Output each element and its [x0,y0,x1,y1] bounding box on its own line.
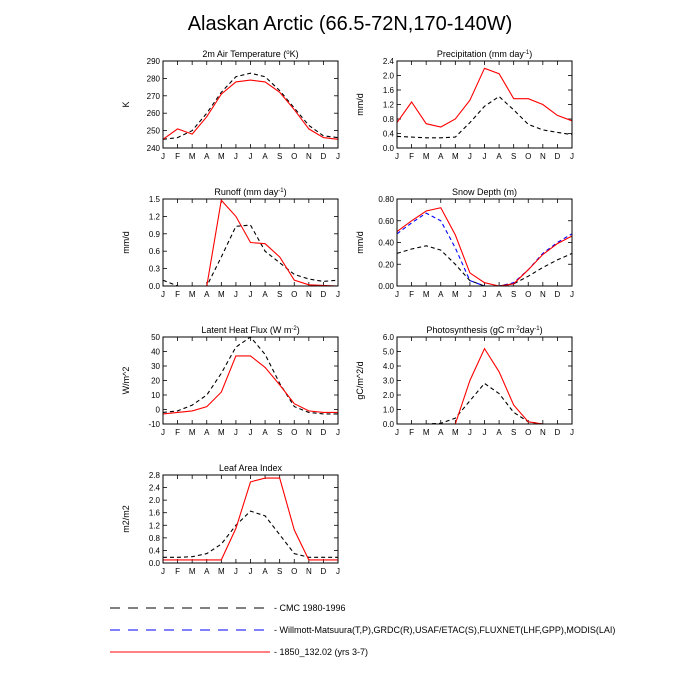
x-tick-label: A [204,428,210,437]
y-axis-label: mm/d [355,231,365,254]
x-tick-label: J [248,567,253,576]
panel-title: Photosynthesis (gC $m^{-2}day^{-1}$) [426,325,543,335]
x-tick-label: F [409,152,415,161]
series-line-obs [397,97,572,138]
x-tick-label: S [276,567,283,576]
legend-label-2: - Willmott-Matsuura(T,P),GRDC(R),USAF/ETAC(S),FLUXNET(LHF,GPP),MODIS(LAI) [274,625,616,635]
y-tick-label: 10 [151,391,160,400]
y-tick-label: 2.0 [148,496,160,506]
x-tick-label: S [510,290,517,299]
x-tick-label: M [451,428,459,437]
x-tick-label: J [336,152,340,161]
x-tick-label: A [262,290,268,299]
x-tick-label: J [336,290,340,299]
x-tick-label: A [204,152,210,161]
x-tick-label: N [305,152,312,161]
x-tick-label: J [570,428,574,437]
series-line-obs [163,225,338,286]
y-tick-label: 0.0 [148,559,160,568]
y-tick-label: 260 [146,109,160,119]
x-tick-label: M [422,152,430,161]
y-tick-label: 1.2 [382,100,394,110]
x-tick-label: M [451,152,459,161]
panel-title: Runoff (mm day$^{-1}$) [214,187,287,197]
y-tick-label: 0.40 [378,238,394,248]
x-tick-label: A [204,290,210,299]
y-axis-label: K [121,101,131,108]
x-tick-label: J [248,290,253,299]
x-tick-label: O [525,428,532,437]
y-tick-label: 4.0 [382,362,394,371]
x-tick-label: F [409,428,415,437]
plot-frame [397,199,572,286]
x-tick-label: J [161,567,165,576]
y-tick-label: 0.80 [378,195,394,204]
x-tick-label: A [262,152,268,161]
legend-label-1: - CMC 1980-1996 [274,603,346,613]
x-tick-label: S [276,290,283,299]
y-tick-label: 0.0 [382,144,394,153]
y-axis-label: mm/d [121,231,131,254]
x-tick-label: J [395,152,399,161]
y-axis-label: W/m^2 [121,366,131,395]
y-tick-label: 2.4 [382,57,394,66]
y-tick-label: 0.60 [378,216,394,226]
y-tick-label: 1.2 [148,521,160,531]
x-tick-label: O [291,290,298,299]
y-tick-label: 1.6 [382,86,394,95]
chart-panel-6 [355,325,574,437]
y-tick-label: 0.8 [382,115,394,124]
x-tick-label: S [276,152,283,161]
x-tick-label: J [336,428,340,437]
x-tick-label: J [161,152,165,161]
x-tick-label: M [188,290,196,299]
y-tick-label: 0.4 [148,546,160,556]
series-line-model [163,356,338,414]
x-tick-label: M [188,567,196,576]
y-tick-label: -10 [148,420,160,429]
x-tick-label: J [233,152,238,161]
x-tick-label: M [422,290,430,299]
x-tick-label: J [248,152,253,161]
legend [110,603,615,657]
figure-title: Alaskan Arctic (66.5-72N,170-140W) [187,13,513,35]
x-tick-label: N [305,567,312,576]
x-tick-label: N [305,290,312,299]
plot-frame [397,61,572,148]
y-axis-label: gC/m^2/d [355,361,365,400]
x-tick-label: A [496,152,502,161]
series-line-obs [163,73,338,139]
x-tick-label: O [525,152,532,161]
x-tick-label: F [409,290,415,299]
panel-title: Latent Heat Flux (W $m^{-2}$) [201,325,300,335]
y-tick-label: 0.3 [148,264,160,274]
y-tick-label: 0 [155,405,160,415]
series-line-obs2 [397,213,572,286]
x-tick-label: J [570,290,574,299]
series-line-model [397,208,572,286]
y-tick-label: 290 [146,57,160,66]
y-tick-label: 2.0 [382,71,394,81]
x-tick-label: A [438,290,444,299]
x-tick-label: D [554,428,561,437]
y-tick-label: 0.0 [148,282,160,291]
y-tick-label: 0.0 [382,420,394,429]
x-tick-label: O [291,567,298,576]
chart-panel-4 [355,187,574,299]
x-tick-label: M [217,567,225,576]
x-tick-label: F [175,290,181,299]
x-tick-label: D [320,152,327,161]
x-tick-label: J [161,290,165,299]
y-tick-label: 2.8 [148,471,160,480]
x-tick-label: O [291,428,298,437]
y-tick-label: 2.0 [382,391,394,400]
x-tick-label: J [395,290,399,299]
x-tick-label: O [525,290,532,299]
x-tick-label: A [438,152,444,161]
series-line-model [397,349,572,424]
x-tick-label: J [467,290,472,299]
y-tick-label: 1.5 [148,195,160,204]
x-tick-label: J [467,428,472,437]
x-tick-label: F [175,567,181,576]
x-tick-label: D [320,290,327,299]
chart-panel-1 [121,49,340,161]
x-tick-label: J [482,152,487,161]
x-tick-label: A [496,428,502,437]
x-tick-label: J [395,428,399,437]
x-tick-label: J [570,152,574,161]
series-line-model [163,478,338,560]
x-tick-label: D [554,290,561,299]
y-tick-label: 240 [146,144,160,153]
x-tick-label: O [291,152,298,161]
chart-panel-5 [121,325,340,437]
x-tick-label: S [510,428,517,437]
y-tick-label: 0.9 [148,229,160,239]
panel-title: Precipitation (mm day$^{-1}$) [436,49,533,59]
y-tick-label: 2.4 [148,483,160,493]
x-tick-label: J [161,428,165,437]
y-tick-label: 3.0 [382,376,394,386]
chart-panel-2 [355,49,574,161]
y-tick-label: 270 [146,91,160,101]
x-tick-label: N [305,428,312,437]
y-tick-label: 250 [146,126,160,136]
x-tick-label: M [217,428,225,437]
x-tick-label: S [510,152,517,161]
panels [121,49,574,576]
chart-panel-3 [121,187,340,299]
x-tick-label: J [233,428,238,437]
x-tick-label: A [262,567,268,576]
y-tick-label: 1.0 [382,405,394,415]
y-tick-label: 0.20 [378,260,394,270]
x-tick-label: M [188,152,196,161]
series-line-obs [163,337,338,414]
x-tick-label: S [276,428,283,437]
y-tick-label: 50 [151,333,160,342]
x-tick-label: J [233,290,238,299]
x-tick-label: M [217,290,225,299]
x-tick-label: M [451,290,459,299]
panel-title: Snow Depth (m) [451,187,518,197]
x-tick-label: M [422,428,430,437]
x-tick-label: F [175,428,181,437]
y-tick-label: 1.6 [148,508,160,518]
y-tick-label: 40 [151,347,160,357]
x-tick-label: D [320,567,327,576]
plot-frame [163,475,338,563]
legend-label-3: - 1850_132.02 (yrs 3-7) [274,647,369,657]
y-tick-label: 0.6 [148,247,160,257]
x-tick-label: A [204,567,210,576]
panel-title: 2m Air Temperature ($^o$K) [202,49,299,59]
x-tick-label: M [217,152,225,161]
y-tick-label: 1.2 [148,212,160,222]
x-tick-label: J [233,567,238,576]
plot-frame [397,337,572,424]
y-tick-label: 20 [151,376,160,386]
x-tick-label: J [482,290,487,299]
x-tick-label: J [248,428,253,437]
x-tick-label: J [336,567,340,576]
series-line-model [397,68,572,127]
y-tick-label: 280 [146,74,160,84]
x-tick-label: A [496,290,502,299]
y-tick-label: 0.4 [382,129,394,139]
x-tick-label: N [539,428,546,437]
y-tick-label: 0.00 [378,282,394,291]
x-tick-label: A [438,428,444,437]
panel-title: Leaf Area Index [218,463,283,473]
y-tick-label: 5.0 [382,347,394,357]
series-line-obs [397,383,572,424]
chart-panel-7 [121,463,340,576]
y-tick-label: 30 [151,362,160,371]
x-tick-label: N [539,290,546,299]
series-line-model [163,200,338,286]
plot-frame [163,61,338,148]
series-line-obs [163,511,338,557]
y-tick-label: 6.0 [382,333,394,342]
x-tick-label: F [175,152,181,161]
series-line-model [163,80,338,139]
x-tick-label: A [262,428,268,437]
x-tick-label: D [320,428,327,437]
x-tick-label: J [467,152,472,161]
y-tick-label: 0.8 [148,533,160,543]
y-axis-label: mm/d [355,93,365,116]
x-tick-label: J [482,428,487,437]
x-tick-label: N [539,152,546,161]
y-axis-label: m2/m2 [121,505,131,533]
x-tick-label: M [188,428,196,437]
x-tick-label: D [554,152,561,161]
